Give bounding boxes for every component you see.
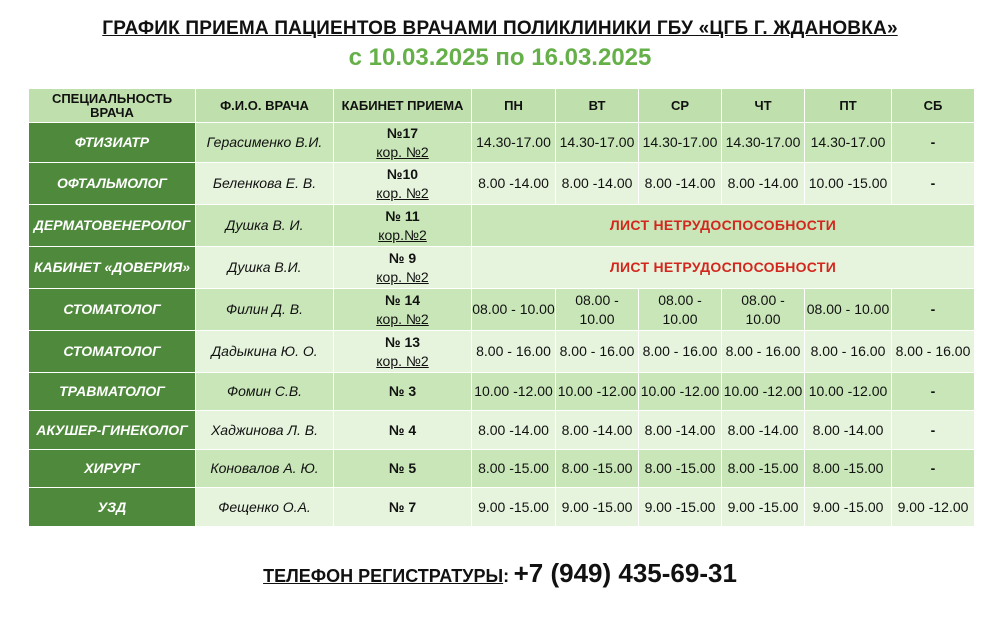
room-number: № 13 — [384, 333, 421, 350]
room-building: кор. №2 — [376, 184, 429, 201]
specialty-cell: ОФТАЛЬМОЛОГ — [29, 163, 196, 205]
room-number: № 3 — [388, 383, 417, 399]
hours-thu: 8.00 -14.00 — [722, 163, 805, 205]
specialty-cell: УЗД — [29, 488, 196, 527]
header-room: КАБИНЕТ ПРИЕМА — [334, 89, 472, 123]
room-cell — [334, 411, 472, 450]
hours-mon: 10.00 -12.00 — [472, 373, 556, 411]
specialty-cell: КАБИНЕТ «ДОВЕРИЯ» — [29, 247, 196, 289]
room-number: № 14 — [384, 291, 421, 308]
hours-tue: 08.00 - 10.00 — [556, 289, 639, 331]
doctor-name: Дадыкина Ю. О. — [196, 331, 334, 373]
hours-sat: - — [892, 411, 975, 450]
table-row — [29, 163, 975, 205]
table-row — [29, 205, 975, 247]
room-cell — [334, 450, 472, 488]
hours-wed: 9.00 -15.00 — [639, 488, 722, 527]
schedule-table — [28, 88, 975, 527]
room-cell — [334, 373, 472, 411]
header-doctor: Ф.И.О. ВРАЧА — [196, 89, 334, 123]
hours-fri: 10.00 -12.00 — [805, 373, 892, 411]
table-row — [29, 411, 975, 450]
hours-wed: 10.00 -12.00 — [639, 373, 722, 411]
room-number: № 4 — [388, 421, 417, 438]
doctor-name: Филин Д. В. — [196, 289, 334, 331]
table-row — [29, 450, 975, 488]
sick-leave-note: ЛИСТ НЕТРУДОСПОСОБНОСТИ — [472, 205, 975, 247]
specialty-cell: ХИРУРГ — [29, 450, 196, 488]
room-cell — [334, 205, 472, 247]
room-cell — [334, 247, 472, 289]
hours-fri: 9.00 -15.00 — [805, 488, 892, 527]
date-range: с 10.03.2025 по 16.03.2025 — [348, 44, 652, 71]
registry-phone — [0, 558, 1000, 589]
header-sat: СБ — [892, 89, 975, 123]
specialty-cell: ДЕРМАТОВЕНЕРОЛОГ — [29, 205, 196, 247]
doctor-name: Душка В. И. — [196, 205, 334, 247]
doctor-name: Герасименко В.И. — [196, 123, 334, 163]
hours-tue: 14.30-17.00 — [556, 123, 639, 163]
room-cell — [334, 289, 472, 331]
hours-thu: 8.00 -15.00 — [722, 450, 805, 488]
table-row — [29, 331, 975, 373]
hours-thu: 10.00 -12.00 — [722, 373, 805, 411]
hours-fri: 8.00 -15.00 — [805, 450, 892, 488]
doctor-name: Фомин С.В. — [196, 373, 334, 411]
hours-mon: 8.00 - 16.00 — [472, 331, 556, 373]
hours-fri: 8.00 - 16.00 — [805, 331, 892, 373]
header-mon: ПН — [472, 89, 556, 123]
hours-mon: 8.00 -15.00 — [472, 450, 556, 488]
specialty-cell: СТОМАТОЛОГ — [29, 289, 196, 331]
header-row — [29, 89, 975, 123]
hours-thu: 14.30-17.00 — [722, 123, 805, 163]
header-wed: СР — [639, 89, 722, 123]
room-cell — [334, 488, 472, 527]
room-cell — [334, 331, 472, 373]
table-row — [29, 488, 975, 527]
hours-thu: 8.00 -14.00 — [722, 411, 805, 450]
hours-mon: 14.30-17.00 — [472, 123, 556, 163]
hours-mon: 8.00 -14.00 — [472, 163, 556, 205]
hours-sat: - — [892, 450, 975, 488]
doctor-name: Фещенко О.А. — [196, 488, 334, 527]
room-number: № 11 — [385, 207, 420, 224]
specialty-cell: ФТИЗИАТР — [29, 123, 196, 163]
doctor-name: Коновалов А. Ю. — [196, 450, 334, 488]
hours-wed: 8.00 -14.00 — [639, 411, 722, 450]
phone-number: +7 (949) 435-69-31 — [513, 558, 737, 588]
room-number: № 7 — [388, 498, 417, 515]
phone-label: ТЕЛЕФОН РЕГИСТРАТУРЫ — [263, 566, 504, 586]
doctor-name: Беленкова Е. В. — [196, 163, 334, 205]
room-building: кор. №2 — [376, 143, 429, 160]
room-cell — [334, 123, 472, 163]
hours-tue: 9.00 -15.00 — [556, 488, 639, 527]
hours-tue: 8.00 -14.00 — [556, 411, 639, 450]
room-number: №17 — [386, 124, 419, 141]
hours-tue: 8.00 - 16.00 — [556, 331, 639, 373]
specialty-cell: АКУШЕР-ГИНЕКОЛОГ — [29, 411, 196, 450]
hours-fri: 08.00 - 10.00 — [805, 289, 892, 331]
hours-sat: - — [892, 163, 975, 205]
header-specialty: СПЕЦИАЛЬНОСТЬ ВРАЧА — [29, 89, 196, 123]
room-building: кор. №2 — [376, 352, 429, 369]
room-cell — [334, 163, 472, 205]
room-building: кор. №2 — [376, 310, 429, 327]
header-tue: ВТ — [556, 89, 639, 123]
header-fri: ПТ — [805, 89, 892, 123]
hours-wed: 08.00 - 10.00 — [639, 289, 722, 331]
hours-tue: 8.00 -15.00 — [556, 450, 639, 488]
hours-sat: - — [892, 289, 975, 331]
specialty-cell: ТРАВМАТОЛОГ — [29, 373, 196, 411]
hours-wed: 14.30-17.00 — [639, 123, 722, 163]
hours-fri: 8.00 -14.00 — [805, 411, 892, 450]
room-number: №10 — [386, 165, 419, 182]
table-row — [29, 247, 975, 289]
table-row — [29, 373, 975, 411]
room-number: № 9 — [388, 249, 417, 266]
specialty-cell: СТОМАТОЛОГ — [29, 331, 196, 373]
room-number: № 5 — [388, 460, 417, 476]
hours-sat: 8.00 - 16.00 — [892, 331, 975, 373]
hours-mon: 9.00 -15.00 — [472, 488, 556, 527]
hours-mon: 8.00 -14.00 — [472, 411, 556, 450]
hours-fri: 14.30-17.00 — [805, 123, 892, 163]
table-row — [29, 123, 975, 163]
page-title: ГРАФИК ПРИЕМА ПАЦИЕНТОВ ВРАЧАМИ ПОЛИКЛИНИКИ ГБУ «ЦГБ Г. ЖДАНОВКА» — [102, 18, 898, 39]
hours-wed: 8.00 - 16.00 — [639, 331, 722, 373]
hours-tue: 10.00 -12.00 — [556, 373, 639, 411]
header-thu: ЧТ — [722, 89, 805, 123]
hours-mon: 08.00 - 10.00 — [472, 289, 556, 331]
hours-tue: 8.00 -14.00 — [556, 163, 639, 205]
hours-sat: - — [892, 123, 975, 163]
sick-leave-note: ЛИСТ НЕТРУДОСПОСОБНОСТИ — [472, 247, 975, 289]
doctor-name: Душка В.И. — [196, 247, 334, 289]
hours-wed: 8.00 -14.00 — [639, 163, 722, 205]
hours-sat: - — [892, 373, 975, 411]
hours-fri: 10.00 -15.00 — [805, 163, 892, 205]
hours-thu: 9.00 -15.00 — [722, 488, 805, 527]
hours-thu: 8.00 - 16.00 — [722, 331, 805, 373]
hours-sat: 9.00 -12.00 — [892, 488, 975, 527]
room-building: кор.№2 — [378, 226, 427, 243]
hours-thu: 08.00 - 10.00 — [722, 289, 805, 331]
room-building: кор. №2 — [376, 268, 429, 285]
doctor-name: Хаджинова Л. В. — [196, 411, 334, 450]
table-row — [29, 289, 975, 331]
hours-wed: 8.00 -15.00 — [639, 450, 722, 488]
phone-colon: : — [503, 566, 510, 586]
